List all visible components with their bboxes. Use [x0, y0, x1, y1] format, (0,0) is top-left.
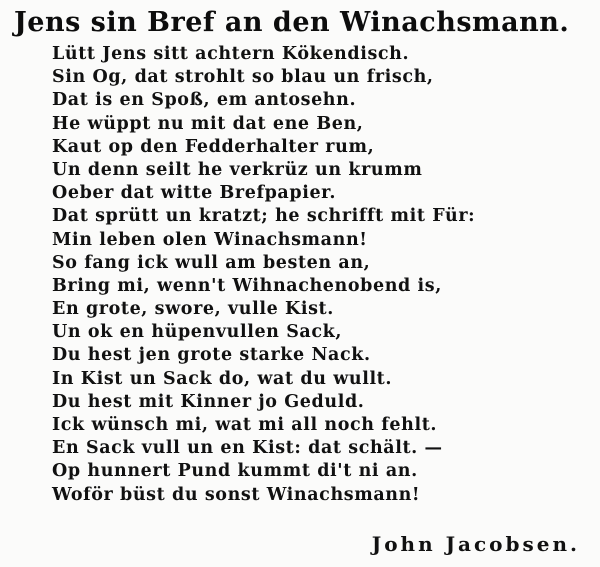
poem-line: Lütt Jens sitt achtern Kökendisch.: [52, 44, 410, 64]
poem-line: Du hest mit Kinner jo Geduld.: [52, 391, 365, 412]
poem-line: Dat is en Spoß, em antosehn.: [52, 90, 357, 111]
poem-line: Op hunnert Pund kummt di't ni an.: [52, 461, 418, 482]
poem-line: Min leben olen Winachsmann!: [52, 229, 368, 250]
poem-line: Sin Og, dat strohlt so blau un frisch,: [52, 67, 434, 88]
poem-body: [52, 43, 592, 507]
poem-line: En Sack vull un en Kist: dat schält. —: [52, 438, 443, 459]
poem-line: Kaut op den Fedderhalter rum,: [52, 136, 375, 157]
poem-line: Du hest jen grote starke Nack.: [52, 345, 371, 366]
poem-line: En grote, swore, vulle Kist.: [52, 299, 334, 320]
poem-line: In Kist un Sack do, wat du wullt.: [52, 368, 393, 389]
poem-line: Un denn seilt he verkrüz un krumm: [52, 159, 423, 180]
poem-line: So fang ick wull am besten an,: [52, 252, 371, 273]
poem-line: Bring mi, wenn't Wihnachenobend is,: [52, 275, 442, 296]
poem-line: Ick wünsch mi, wat mi all noch fehlt.: [52, 415, 438, 435]
poem-line: Un ok en hüpenvullen Sack,: [52, 322, 343, 343]
poem-line: He wüppt nu mit dat ene Ben,: [52, 113, 364, 134]
poem-line: Oeber dat witte Brefpapier.: [52, 183, 337, 204]
poem-line: Woför büst du sonst Winachsmann!: [52, 484, 421, 505]
poem-line: Dat sprütt un kratzt; he schrifft mit Für:: [52, 206, 476, 227]
poem-title: Jens sin Bref an den Winachsmann.: [14, 7, 570, 38]
author-signature: John Jacobsen.: [371, 532, 580, 556]
